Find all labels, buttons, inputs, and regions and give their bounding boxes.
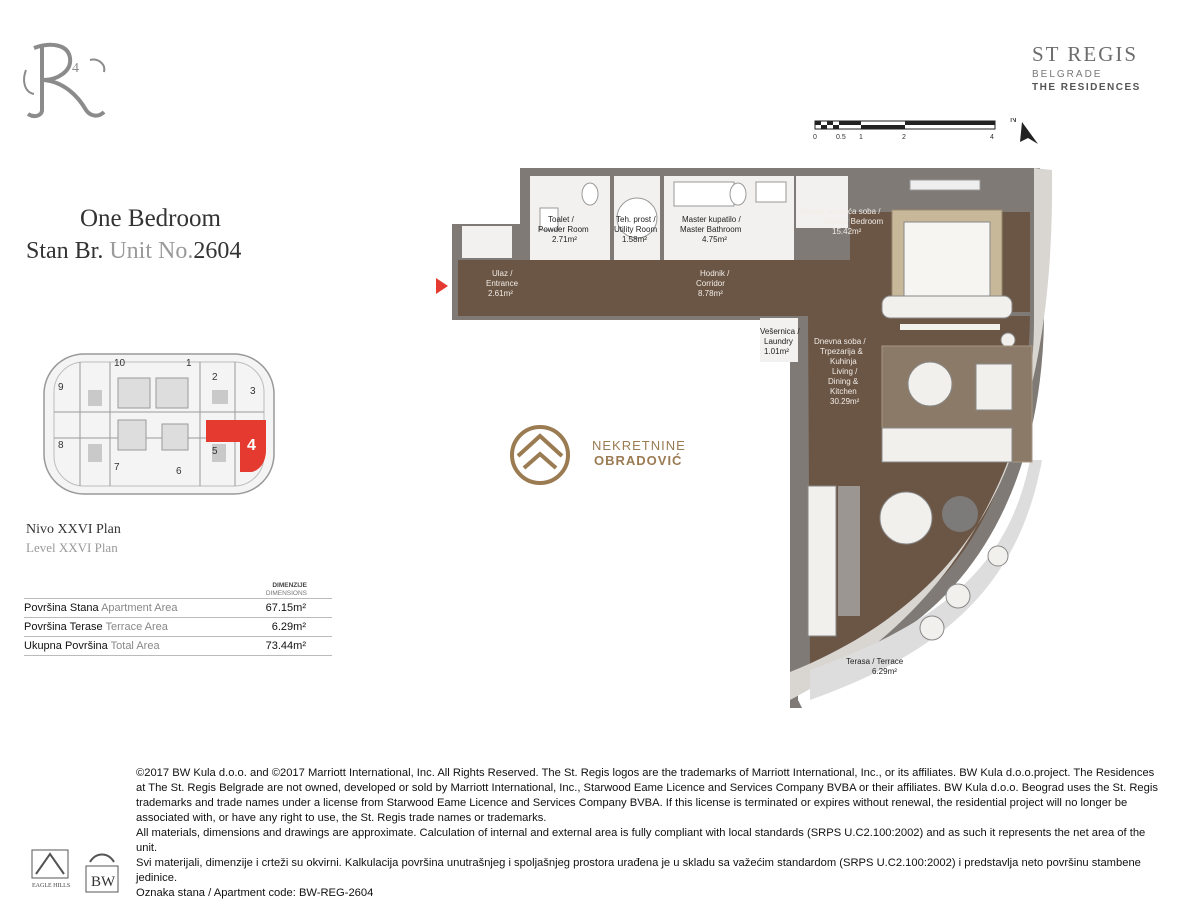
area-row-label-en: Terrace Area (105, 621, 168, 633)
room-terrace-area: 6.29m² (872, 667, 897, 676)
scale-tick: 2 (902, 134, 906, 141)
key-num-3: 3 (250, 386, 256, 397)
legal-notice (136, 766, 1166, 901)
area-row-value: 67.15m² (265, 602, 306, 614)
watermark-text (592, 438, 686, 468)
key-num-2: 2 (212, 372, 218, 383)
st-regis-brand-logo (1032, 42, 1162, 93)
room-terrace-l1: Terasa / Terrace (846, 657, 904, 666)
apartment-code (136, 886, 1166, 901)
room-living-l1: Dnevna soba / (814, 337, 866, 346)
area-row-terrace (24, 617, 332, 636)
north-label: N (1010, 118, 1017, 124)
room-living-l4: Living / (832, 367, 858, 376)
area-row-label: Ukupna Površina (24, 640, 108, 652)
scale-tick: 1 (859, 134, 863, 141)
scale-tick: 4 (990, 134, 994, 141)
area-row-value: 6.29m² (271, 621, 306, 633)
area-table (24, 582, 332, 656)
room-corridor-l2: Corridor (696, 279, 725, 288)
room-living-l3: Kuhinja (830, 357, 857, 366)
eagle-hills-text: EAGLE HILLS (32, 883, 71, 889)
eagle-hills-logo (28, 848, 72, 892)
room-utility-area: 1.58m² (622, 235, 647, 244)
room-utility-l2: Utility Room (614, 225, 658, 234)
area-header-en: DIMENSIONS (265, 590, 307, 597)
key-num-8: 8 (58, 440, 64, 451)
room-bedroom-l2: Master Bedroom (824, 217, 884, 226)
unit-number-title (26, 238, 241, 265)
room-laundry-l2: Laundry (764, 337, 793, 346)
scale-tick: 0 (813, 134, 817, 141)
level-english: Level XXVI Plan (26, 540, 118, 555)
room-laundry-area: 1.01m² (764, 347, 789, 356)
room-living-l6: Kitchen (830, 387, 857, 396)
room-bath-area: 4.75m² (702, 235, 727, 244)
room-living-area: 30.29m² (830, 397, 860, 406)
room-living-l2: Trpezarija & (820, 347, 863, 356)
room-bath-l2: Master Bathroom (680, 225, 742, 234)
north-arrow-icon (1020, 122, 1038, 144)
key-num-4-highlight: 4 (247, 437, 256, 454)
room-entrance-l1: Ulaz / (492, 269, 513, 278)
brand-city: BELGRADE (1032, 69, 1103, 80)
room-laundry-l1: Vešernica / (760, 327, 800, 336)
key-num-10: 10 (114, 358, 126, 369)
room-bath-l1: Master kupatilo / (682, 215, 741, 224)
watermark-line2: OBRADOVIĆ (594, 453, 683, 468)
legal-paragraph-3: Svi materijali, dimenzije i crteži su okvirni. Kalkulacija površina unutrašnjeg i spoljašnjeg prostora urađena je u skladu sa važećim standardom (SRPS U.C2.100:2002) i predstavlja neto površinu stambene jedinice. (136, 857, 1141, 884)
area-row-value: 73.44m² (265, 640, 306, 652)
area-header-local: DIMENZIJE (272, 582, 307, 589)
key-plan (40, 350, 280, 500)
unit-type-title: One Bedroom (80, 205, 221, 232)
watermark-line1: NEKRETNINE (592, 438, 686, 453)
key-num-5: 5 (212, 446, 218, 457)
room-toilet-l2: Powder Room (538, 225, 589, 234)
entrance-arrow-icon (436, 278, 448, 294)
scale-tick: 0.5 (836, 134, 846, 141)
key-num-7: 7 (114, 462, 120, 473)
room-corridor-l1: Hodnik / (700, 269, 730, 278)
area-row-apartment (24, 598, 332, 617)
room-toilet-area: 2.71m² (552, 235, 577, 244)
room-entrance-area: 2.61m² (488, 289, 513, 298)
area-row-label-en: Apartment Area (101, 602, 178, 614)
area-row-total (24, 636, 332, 656)
level-local: Nivo XXVI Plan (26, 522, 121, 537)
legal-paragraph-1: ©2017 BW Kula d.o.o. and ©2017 Marriott International, Inc. All Rights Reserved. The St. Regis logos are the trademarks of Marriott International, Inc., or its affiliates. BW Kula d.o.o.project. The Residences at The St. Regis Belgrade are not owned, developed or sold by Marriott International, Inc., Starwood Eame Licence and Services Company BVBA or their affiliates. BW Kula d.o.o. Beograd uses the St. Regis trademarks and trade names under a license from Starwood Eame Licence and Services Company BVBA. If this license is terminated or expires without renewal, the residential project will no longer be associated with, or have any right to use, the St. Regis trade names or trademarks. (136, 767, 1158, 824)
unit-number: 2604 (193, 238, 242, 264)
scale-bar (810, 118, 1050, 148)
brand-name: ST REGIS (1032, 42, 1139, 66)
room-bedroom-l1: Master spavaća soba / (800, 207, 881, 216)
area-row-label: Površina Terase (24, 621, 103, 633)
st-regis-monogram-logo (20, 40, 112, 122)
bw-text: BW (91, 874, 116, 890)
key-num-1: 1 (186, 358, 192, 369)
room-corridor-area: 8.78m² (698, 289, 723, 298)
key-num-6: 6 (176, 466, 182, 477)
bw-logo (80, 848, 124, 894)
apartment-code-value: BW-REG-2604 (298, 887, 374, 899)
key-num-9: 9 (58, 382, 64, 393)
watermark-house-icon (506, 424, 574, 486)
area-row-label: Površina Stana (24, 602, 99, 614)
area-row-label-en: Total Area (110, 640, 160, 652)
room-bedroom-area: 15.42m² (832, 227, 862, 236)
brand-line: THE RESIDENCES (1032, 82, 1141, 93)
apartment-code-label: Oznaka stana / Apartment code: (136, 887, 296, 899)
monogram-small-4: 4 (72, 61, 79, 76)
room-toilet-l1: Toalet / (548, 215, 574, 224)
room-utility-l1: Teh. prost / (616, 215, 656, 224)
area-table-header (24, 582, 332, 598)
legal-paragraph-2: All materials, dimensions and drawings are approximate. Calculation of internal and external area is fully compliant with local standards (SRPS U.C2.100:2002) and as such it represents the net area of the unit. (136, 827, 1146, 854)
room-entrance-l2: Entrance (486, 279, 519, 288)
stan-label: Stan Br. (26, 238, 104, 264)
unit-label: Unit No. (109, 238, 194, 264)
room-living-l5: Dining & (828, 377, 859, 386)
